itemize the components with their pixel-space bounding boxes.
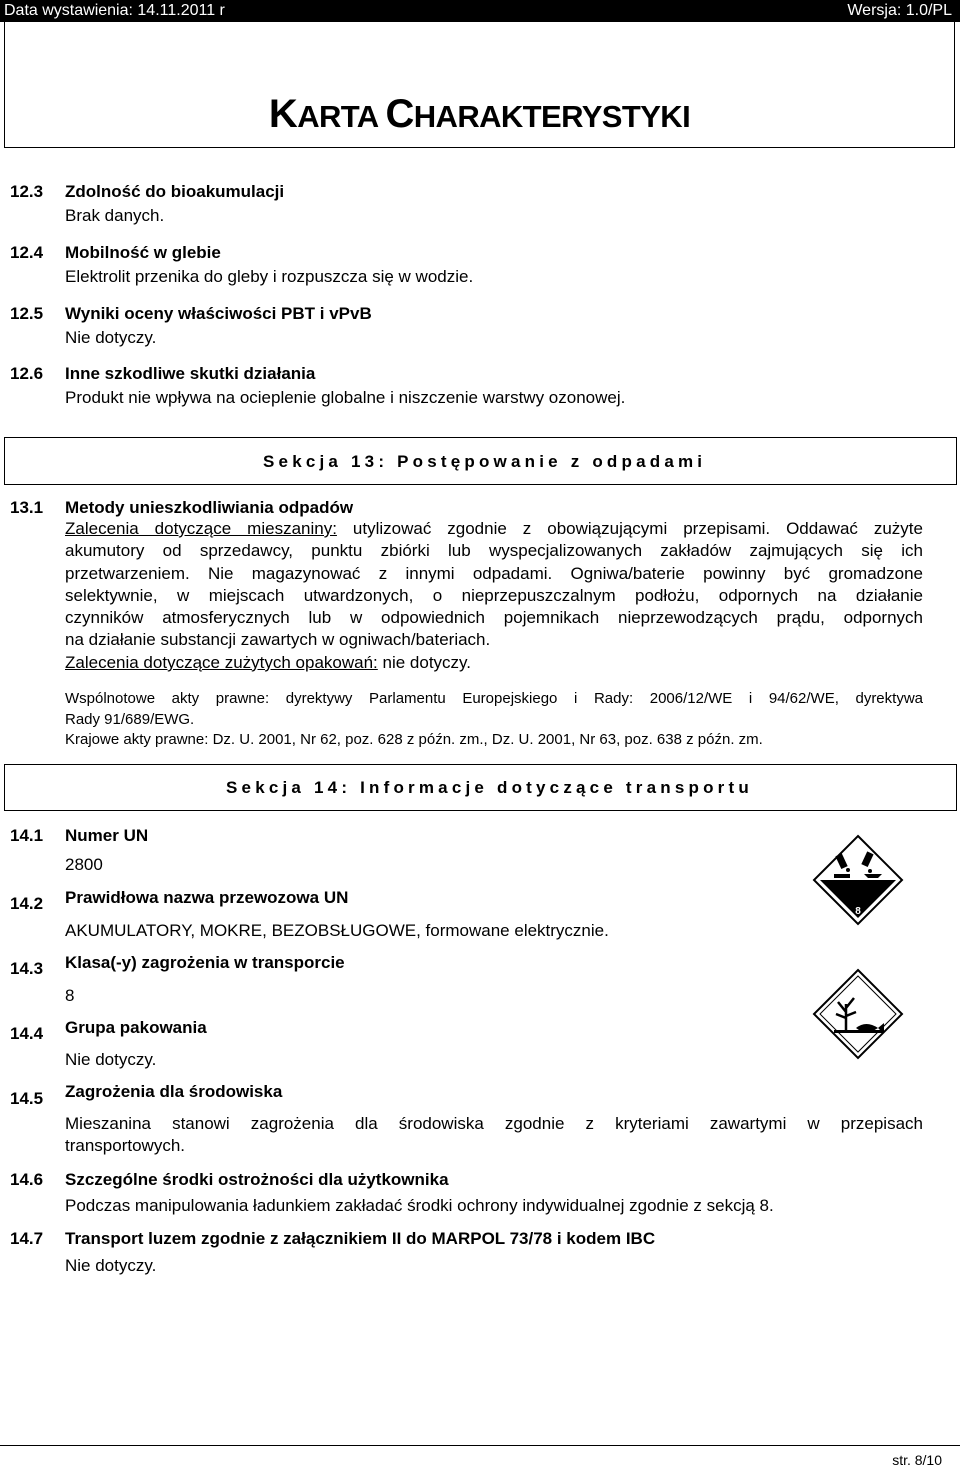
item-heading: Zagrożenia dla środowiska [65,1082,283,1101]
item-number: 14.7 [10,1229,44,1248]
item-heading: Klasa(-y) zagrożenia w transporcie [65,953,345,972]
document-title: KARTA CHARAKTERYSTYKI [268,92,691,136]
item-text: Podczas manipulowania ładunkiem zakładać środki ochrony indywidualnej zgodnie z sekcją 8. [65,1196,774,1215]
item-heading: Szczególne środki ostrożności dla użytkownika [65,1170,449,1189]
item-heading: Mobilność w glebie [65,243,221,262]
item-text: Brak danych. [65,206,165,225]
header-bar [0,0,960,22]
environment-hazard-icon [812,968,904,1060]
document-version: Wersja: 1.0/PL [847,2,952,19]
item-heading: Prawidłowa nazwa przewozowa UN [65,888,349,907]
item-number: 12.4 [10,243,44,262]
item-text: AKUMULATORY, MOKRE, BEZOBSŁUGOWE, formowane elektrycznie. [65,921,609,940]
item-text: Produkt nie wpływa na ocieplenie globalne i niszczenie warstwy ozonowej. [65,388,626,407]
section-14-title: Sekcja 14: Informacje dotyczące transportu [226,778,753,797]
item-text: Elektrolit przenika do gleby i rozpuszcza się w wodzie. [65,267,474,286]
item-text: Nie dotyczy. [65,1256,157,1275]
page-number: str. 8/10 [892,1452,942,1468]
item-text: Mieszanina stanowi zagrożenia dla środowiska zgodnie z kryteriami zawartymi w przepisach transportowych. [65,1114,923,1156]
item-heading: Inne szkodliwe skutki działania [65,364,316,383]
corrosive-pictogram-icon [812,834,904,926]
item-heading: Numer UN [65,826,149,845]
item-text: 2800 [65,855,103,874]
item-number: 14.2 [10,894,44,913]
page-footer [0,1445,960,1468]
item-heading: Zdolność do bioakumulacji [65,182,285,201]
item-text: 8 [65,986,75,1005]
item-heading: Metody unieszkodliwiania odpadów [65,498,354,517]
item-number: 12.5 [10,304,44,323]
legal-acts: Wspólnotowe akty prawne: dyrektywy Parlamentu Europejskiego i Rady: 2006/12/WE i 94/62/WE, dyrektywa Rady 91/689/EWG. Krajowe akty prawne: Dz. U. 2001, Nr 62, poz. 628 z późn. zm., Dz. U. 2001, Nr 63, poz. 638 z późn. zm. [65,690,923,748]
item-number: 14.6 [10,1170,44,1189]
section-13-title: Sekcja 13: Postępowanie z odpadami [263,452,707,471]
item-number: 13.1 [10,498,44,517]
item-heading: Transport luzem zgodnie z załącznikiem II do MARPOL 73/78 i kodem IBC [65,1229,656,1248]
item-number: 12.3 [10,182,44,201]
item-text: Nie dotyczy. [65,328,157,347]
item-number: 14.5 [10,1089,44,1108]
item-heading: Grupa pakowania [65,1018,207,1037]
item-number: 14.1 [10,826,44,845]
waste-methods-paragraph: Zalecenia dotyczące mieszaniny: utylizować zgodnie z obowiązującymi przepisami. Oddawać zużyte akumutory od sprzedawcy, punktu zbiórki lub wyspecjalizowanych zakładów zajmujących się ich przetwarzeniem. Nie magazynować z innymi odpadami. Ogniwa/baterie powinny być gromadzone selektywnie, w miejscach utwardzonych, o nieprzepuszczalnym podłożu, odpornych na działanie czynników atmosferycznych lub w odpowiednich pojemnikach nieprzewodzących prądu, odpornych na działanie substancji zawartych w ogniwach/bateriach. Zalecenia dotyczące zużytych opakowań: nie dotyczy. [65,519,923,672]
item-number: 12.6 [10,364,44,383]
item-number: 14.4 [10,1024,44,1043]
corrosive-class-label: 8 [855,906,861,917]
issue-date: Data wystawienia: 14.11.2011 r [4,2,225,19]
item-number: 14.3 [10,959,44,978]
item-text: Nie dotyczy. [65,1050,157,1069]
item-heading: Wyniki oceny właściwości PBT i vPvB [65,304,372,323]
title-box [4,22,955,148]
